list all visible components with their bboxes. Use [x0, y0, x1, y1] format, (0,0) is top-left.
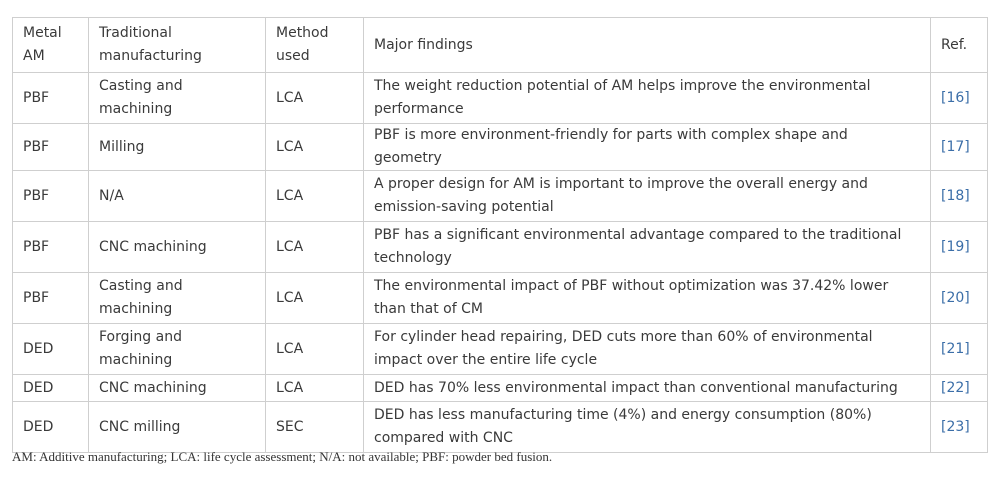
- cell-finding: A proper design for AM is important to improve the overall energy and emission-saving potential: [364, 171, 931, 222]
- cell-ref: [931, 124, 988, 171]
- table-row: [13, 375, 988, 402]
- cell-method: LCA: [266, 222, 364, 273]
- header-traditional-manufacturing: Traditional manufacturing: [89, 18, 266, 73]
- cell-traditional: Casting and machining: [89, 73, 266, 124]
- cell-traditional: CNC milling: [89, 402, 266, 453]
- cell-ref: [931, 222, 988, 273]
- cell-traditional: N/A: [89, 171, 266, 222]
- table-header-row: [13, 18, 988, 73]
- cropped-caption: [0, 0, 1000, 8]
- ref-link[interactable]: [18]: [941, 187, 970, 204]
- header-ref: Ref.: [931, 18, 988, 73]
- ref-link[interactable]: [22]: [941, 379, 970, 396]
- table-row: [13, 171, 988, 222]
- cell-ref: [931, 375, 988, 402]
- cell-traditional: Milling: [89, 124, 266, 171]
- table-row: [13, 402, 988, 453]
- cell-method: LCA: [266, 375, 364, 402]
- cell-am: DED: [13, 375, 89, 402]
- cell-traditional: CNC machining: [89, 222, 266, 273]
- ref-link[interactable]: [23]: [941, 418, 970, 435]
- cell-method: LCA: [266, 273, 364, 324]
- cell-method: LCA: [266, 124, 364, 171]
- header-method-used: Method used: [266, 18, 364, 73]
- cell-am: PBF: [13, 124, 89, 171]
- ref-link[interactable]: [19]: [941, 238, 970, 255]
- cell-finding: For cylinder head repairing, DED cuts more than 60% of environmental impact over the entire life cycle: [364, 324, 931, 375]
- cell-am: PBF: [13, 273, 89, 324]
- cell-method: LCA: [266, 73, 364, 124]
- cell-finding: PBF is more environment-friendly for parts with complex shape and geometry: [364, 124, 931, 171]
- ref-link[interactable]: [16]: [941, 89, 970, 106]
- ref-link[interactable]: [17]: [941, 138, 970, 155]
- cell-ref: [931, 324, 988, 375]
- cell-am: PBF: [13, 171, 89, 222]
- ref-link[interactable]: [21]: [941, 340, 970, 357]
- cell-ref: [931, 73, 988, 124]
- cell-method: LCA: [266, 171, 364, 222]
- table-row: [13, 273, 988, 324]
- cell-am: PBF: [13, 222, 89, 273]
- cell-ref: [931, 171, 988, 222]
- table-row: [13, 124, 988, 171]
- cell-am: DED: [13, 324, 89, 375]
- cell-method: LCA: [266, 324, 364, 375]
- cell-ref: [931, 273, 988, 324]
- findings-table: [12, 17, 988, 453]
- table-row: [13, 324, 988, 375]
- cell-traditional: CNC machining: [89, 375, 266, 402]
- cell-ref: [931, 402, 988, 453]
- header-metal-am: Metal AM: [13, 18, 89, 73]
- table-footnote: AM: Additive manufacturing; LCA: life cycle assessment; N/A: not available; PBF: powder bed fusion.: [12, 449, 553, 464]
- ref-link[interactable]: [20]: [941, 289, 970, 306]
- header-major-findings: Major findings: [364, 18, 931, 73]
- cell-finding: DED has 70% less environmental impact than conventional manufacturing: [364, 375, 931, 402]
- cell-method: SEC: [266, 402, 364, 453]
- cell-finding: PBF has a significant environmental advantage compared to the traditional technology: [364, 222, 931, 273]
- cell-finding: DED has less manufacturing time (4%) and energy consumption (80%) compared with CNC: [364, 402, 931, 453]
- cell-finding: The environmental impact of PBF without optimization was 37.42% lower than that of CM: [364, 273, 931, 324]
- cell-am: DED: [13, 402, 89, 453]
- cell-am: PBF: [13, 73, 89, 124]
- table-row: [13, 222, 988, 273]
- cell-traditional: Forging and machining: [89, 324, 266, 375]
- table-row: [13, 73, 988, 124]
- cell-finding: The weight reduction potential of AM helps improve the environmental performance: [364, 73, 931, 124]
- cell-traditional: Casting and machining: [89, 273, 266, 324]
